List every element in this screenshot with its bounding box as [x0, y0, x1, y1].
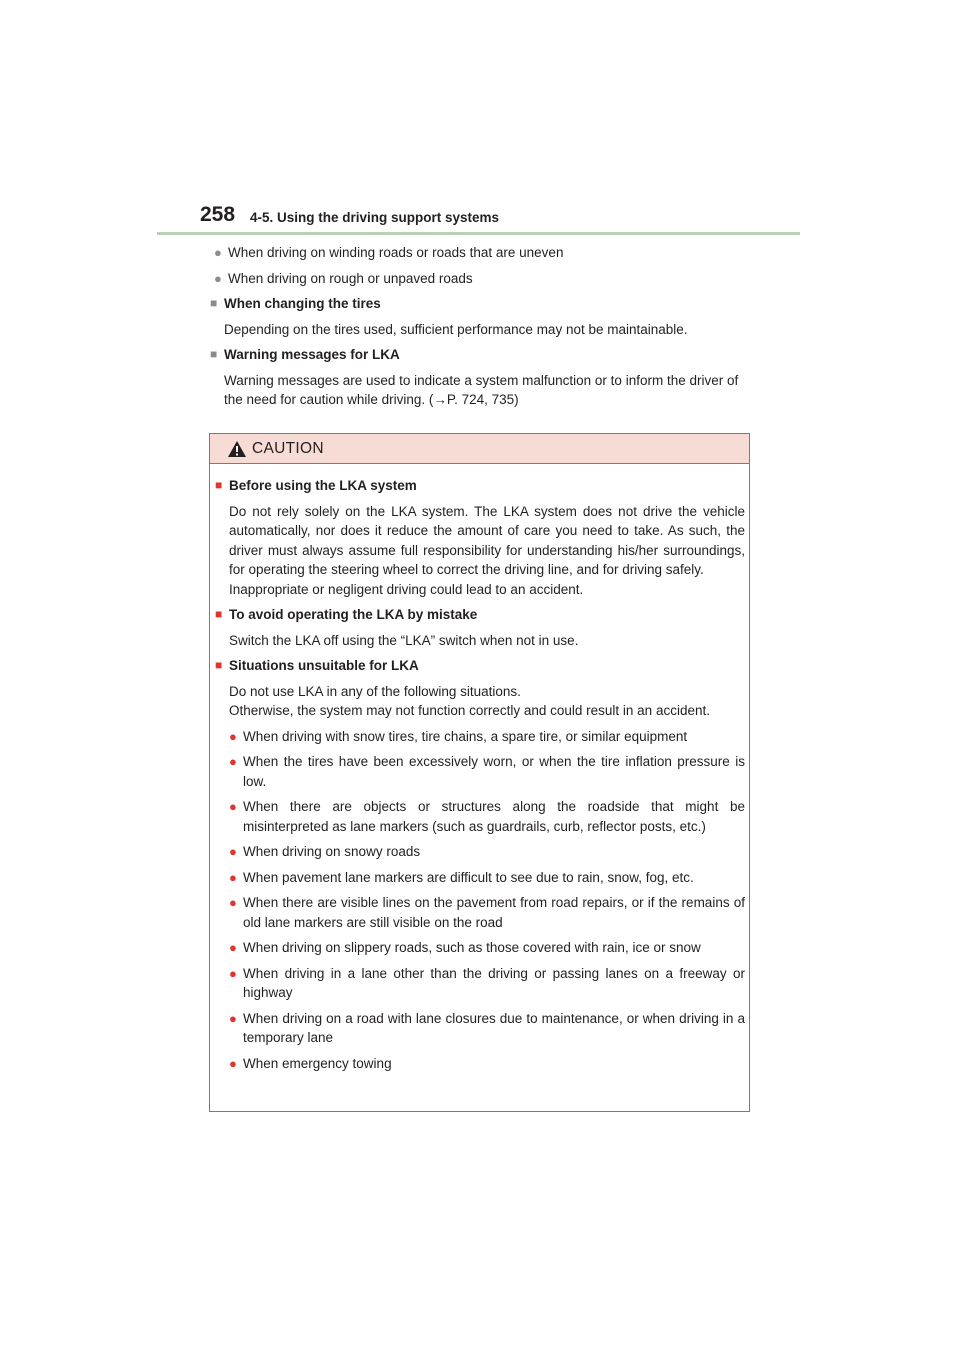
caution-heading [215, 656, 745, 676]
section-heading [210, 294, 755, 314]
bullet-text: When emergency towing [243, 1055, 392, 1071]
bullet-text: When driving on rough or unpaved roads [228, 270, 473, 286]
bullet-icon: ● [229, 940, 237, 955]
section-paragraph: Depending on the tires used, sufficient performance may not be maintainable. [224, 321, 688, 337]
list-item [210, 269, 755, 289]
bullet-icon: ● [229, 869, 237, 885]
bullet-text: When driving in a lane other than the driving or passing lanes on a freeway or highway [243, 965, 745, 1000]
caution-heading-text: To avoid operating the LKA by mistake [229, 607, 478, 622]
caution-heading-text: Situations unsuitable for LKA [229, 658, 419, 673]
bullet-text: When pavement lane markers are difficult to see due to rain, snow, fog, etc. [243, 869, 694, 885]
bullet-text: When the tires have been excessively worn, or when the tire inflation pressure is low. [243, 754, 745, 789]
list-item [215, 964, 745, 1003]
list-item [215, 797, 745, 836]
section-heading-text: When changing the tires [224, 296, 381, 311]
bullet-text: When driving on winding roads or roads that are uneven [228, 245, 564, 260]
bullet-text: When there are visible lines on the pavement from road repairs, or if the remains of old lane markers are still visible on the road [243, 895, 745, 930]
section-title: 4-5. Using the driving support systems [250, 210, 500, 225]
list-item [215, 727, 745, 747]
list-item [215, 842, 745, 862]
caution-paragraph: Do not rely solely on the LKA system. The LKA system does not drive the vehicle automatically, nor does it reduce the amount of care you need to take. As such, the driver must always assume full responsibility for understanding his/her surroundings, for operating the steering wheel to correct the driving line, and for driving safely. [229, 503, 745, 577]
bullet-icon: ● [229, 728, 237, 744]
bullet-text: When driving on a road with lane closures due to maintenance, or when driving in a temporary lane [243, 1010, 745, 1045]
section-heading-text: Warning messages for LKA [224, 347, 400, 362]
page-number: 258 [200, 203, 236, 226]
caution-heading-text: Before using the LKA system [229, 478, 417, 493]
section-heading [210, 345, 755, 365]
list-item [215, 752, 745, 791]
bullet-text: When driving on snowy roads [243, 844, 421, 859]
list-item [215, 938, 745, 958]
bullet-icon: ● [229, 1010, 237, 1026]
caution-paragraph: Do not use LKA in any of the following situations. [229, 683, 521, 699]
square-bullet-icon: ■ [210, 296, 218, 310]
bullet-icon: ● [229, 895, 237, 910]
section-paragraph: Warning messages are used to indicate a system malfunction or to inform the driver of the need for caution while driving. (→P. 724, 735) [224, 372, 739, 407]
list-item [210, 243, 755, 263]
main-content [210, 243, 755, 416]
caution-paragraph: Otherwise, the system may not function correctly and could result in an accident. [229, 703, 710, 718]
bullet-icon: ● [229, 1055, 237, 1071]
square-bullet-icon: ■ [215, 607, 223, 621]
bullet-icon: ● [229, 844, 237, 859]
square-bullet-icon: ■ [210, 347, 218, 361]
bullet-text: When driving with snow tires, tire chains, a spare tire, or similar equipment [243, 728, 688, 744]
page-header [200, 202, 800, 236]
bullet-text: When there are objects or structures along the roadside that might be misinterpreted as lane markers (such as guardrails, curb, reflector posts, etc.) [243, 799, 745, 834]
caution-body [215, 476, 745, 1079]
bullet-icon: ● [229, 754, 237, 769]
header-divider [157, 232, 800, 235]
bullet-icon: ● [214, 270, 222, 286]
list-item [215, 868, 745, 888]
caution-heading [215, 605, 745, 625]
bullet-icon: ● [214, 245, 222, 260]
caution-box [209, 433, 750, 1112]
bullet-text: When driving on slippery roads, such as those covered with rain, ice or snow [243, 940, 701, 955]
caution-paragraph: Inappropriate or negligent driving could lead to an accident. [229, 581, 584, 597]
square-bullet-icon: ■ [215, 478, 223, 492]
caution-paragraph: Switch the LKA off using the “LKA” switch when not in use. [229, 632, 579, 648]
caution-header [210, 434, 749, 464]
warning-triangle-icon [227, 440, 247, 458]
square-bullet-icon: ■ [215, 658, 223, 672]
list-item [215, 1009, 745, 1048]
bullet-icon: ● [229, 965, 237, 981]
bullet-icon: ● [229, 799, 237, 814]
list-item [215, 893, 745, 932]
caution-heading [215, 476, 745, 496]
list-item [215, 1054, 745, 1074]
caution-title: CAUTION [252, 440, 324, 457]
